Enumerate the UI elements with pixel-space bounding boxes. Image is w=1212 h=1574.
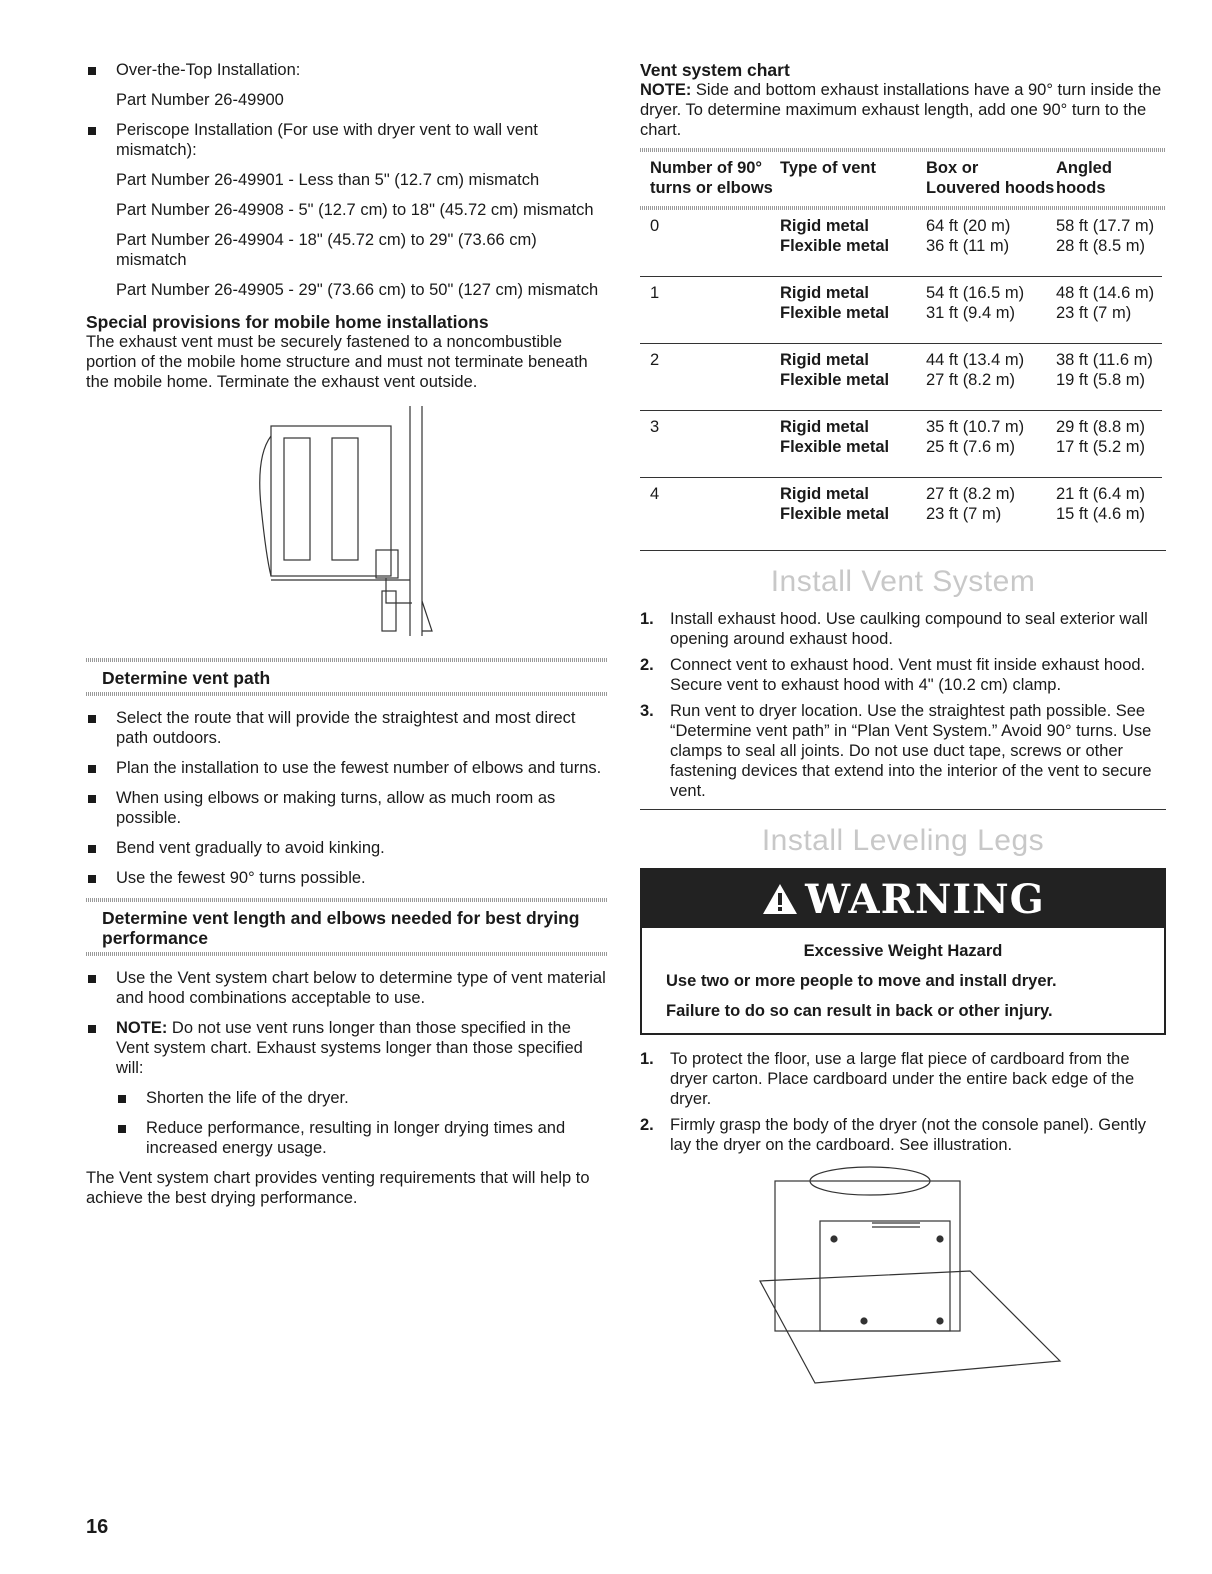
list-item: Bend vent gradually to avoid kinking. <box>86 838 608 858</box>
list-item: Shorten the life of the dryer. <box>86 1088 608 1108</box>
warning-text <box>642 928 1164 1033</box>
list-item: Over-the-Top Installation: <box>86 60 608 80</box>
vent-system-table-body <box>640 210 1162 544</box>
list-item: Plan the installation to use the fewest number of elbows and turns. <box>86 758 608 778</box>
warning-box <box>640 868 1166 1035</box>
install-vent-title: Install Vent System <box>770 565 1036 598</box>
table-row: 3 Rigid metal Flexible metal 35 ft (10.7 m) 25 ft (7.6 m) 29 ft (8.8 m) 17 ft (5.2 m) <box>640 411 1162 478</box>
part-number: Part Number 26-49901 - Less than 5" (12.7 cm) mismatch <box>116 171 540 189</box>
table-row: 0 Rigid metal Flexible metal 64 ft (20 m) 36 ft (11 m) 58 ft (17.7 m) 28 ft (8.5 m) <box>650 217 1155 255</box>
vent-path-heading: Determine vent path <box>102 668 271 688</box>
dryer-on-cardboard-illustration <box>640 1161 1166 1401</box>
list-item: 3. Run vent to dryer location. Use the straightest path possible. See “Determine vent path” in “Plan Vent System.” Avoid 90° turns. Use clamps to seal all joints. Do not use duct tape, screws or other fastening devices that extend into the interior of the vent to secure vent. <box>640 702 1152 800</box>
list-item: 1. To protect the floor, use a large flat piece of cardboard from the dryer carton. Place cardboard under the entire back edge of the dryer. <box>640 1050 1135 1108</box>
vent-chart-note: NOTE: Side and bottom exhaust installations have a 90° turn inside the dryer. To determine maximum exhaust length, add one 90° turn to the chart. <box>640 81 1162 139</box>
vent-system-table <box>640 158 1162 198</box>
list-item: 2. Connect vent to exhaust hood. Vent must fit inside exhaust hood. Secure vent to exhaust hood with 4" (10.2 cm) clamp. <box>640 656 1146 694</box>
part-number: Part Number 26-49904 - 18" (45.72 cm) to 29" (73.66 cm) mismatch <box>116 231 537 269</box>
list-item: Select the route that will provide the straightest and most direct path outdoors. <box>86 708 608 748</box>
col-turns: Number of 90° turns or elbows <box>650 159 773 197</box>
closing-paragraph: The Vent system chart provides venting requirements that will help to achieve the best drying performance. <box>86 1169 590 1207</box>
mobile-home-body: The exhaust vent must be securely fastened to a noncombustible portion of the mobile home structure and must not terminate beneath the mobile home. Terminate the exhaust vent outside. <box>86 333 588 391</box>
list-item: 1. Install exhaust hood. Use caulking compound to seal exterior wall opening around exhaust hood. <box>640 610 1148 648</box>
list-item: When using elbows or making turns, allow as much room as possible. <box>86 788 608 828</box>
list-item: Periscope Installation (For use with dryer vent to wall vent mismatch): <box>86 120 608 160</box>
section-divider <box>86 952 608 956</box>
list-item: NOTE: Do not use vent runs longer than those specified in the Vent system chart. Exhaust systems longer than those specified will: <box>86 1018 608 1078</box>
left-column <box>86 60 608 1208</box>
warning-banner: WARNING <box>642 870 1164 928</box>
section-divider <box>640 550 1166 551</box>
section-divider <box>86 692 608 696</box>
warning-triangle-icon <box>761 882 799 916</box>
col-type: Type of vent <box>780 159 876 177</box>
list-item: 2. Firmly grasp the body of the dryer (not the console panel). Gently lay the dryer on the cardboard. See illustration. <box>640 1116 1146 1154</box>
vent-chart-heading: Vent system chart <box>640 60 790 80</box>
table-row: 2 Rigid metal Flexible metal 44 ft (13.4 m) 27 ft (8.2 m) 38 ft (11.6 m) 19 ft (5.8 m) <box>640 344 1162 411</box>
part-number: Part Number 26-49900 <box>116 91 284 109</box>
vent-installation-illustration <box>86 396 608 646</box>
list-item: Reduce performance, resulting in longer drying times and increased energy usage. <box>86 1118 608 1158</box>
list-item: Use the fewest 90° turns possible. <box>86 868 608 888</box>
leveling-legs-steps <box>640 1049 1166 1155</box>
table-row: 1 Rigid metal Flexible metal 54 ft (16.5 m) 31 ft (9.4 m) 48 ft (14.6 m) 23 ft (7 m) <box>640 277 1162 344</box>
list-item: Use the Vent system chart below to determine type of vent material and hood combinations acceptable to use. <box>86 968 608 1008</box>
table-row: 4 Rigid metal Flexible metal 27 ft (8.2 m) 23 ft (7 m) 21 ft (6.4 m) 15 ft (4.6 m) <box>640 478 1162 545</box>
table-header-row <box>640 158 1162 198</box>
install-vent-steps <box>640 609 1166 801</box>
page-number: 16 <box>86 1516 109 1538</box>
install-legs-title: Install Leveling Legs <box>761 824 1045 857</box>
section-divider <box>640 809 1166 810</box>
part-number: Part Number 26-49908 - 5" (12.7 cm) to 18" (45.72 cm) mismatch <box>116 201 594 219</box>
warning-line: Use two or more people to move and install dryer. <box>666 972 1057 990</box>
right-column <box>640 60 1166 1401</box>
warning-hazard: Excessive Weight Hazard <box>803 942 1003 960</box>
col-angled: Angled hoods <box>1056 159 1112 197</box>
section-divider <box>640 148 1166 152</box>
col-box: Box or Louvered hoods <box>926 159 1055 197</box>
warning-line: Failure to do so can result in back or other injury. <box>666 1002 1053 1020</box>
part-number: Part Number 26-49905 - 29" (73.66 cm) to 50" (127 cm) mismatch <box>116 281 599 299</box>
vent-length-heading: Determine vent length and elbows needed for best drying performance <box>102 908 580 948</box>
mobile-home-heading: Special provisions for mobile home installations <box>86 312 489 332</box>
